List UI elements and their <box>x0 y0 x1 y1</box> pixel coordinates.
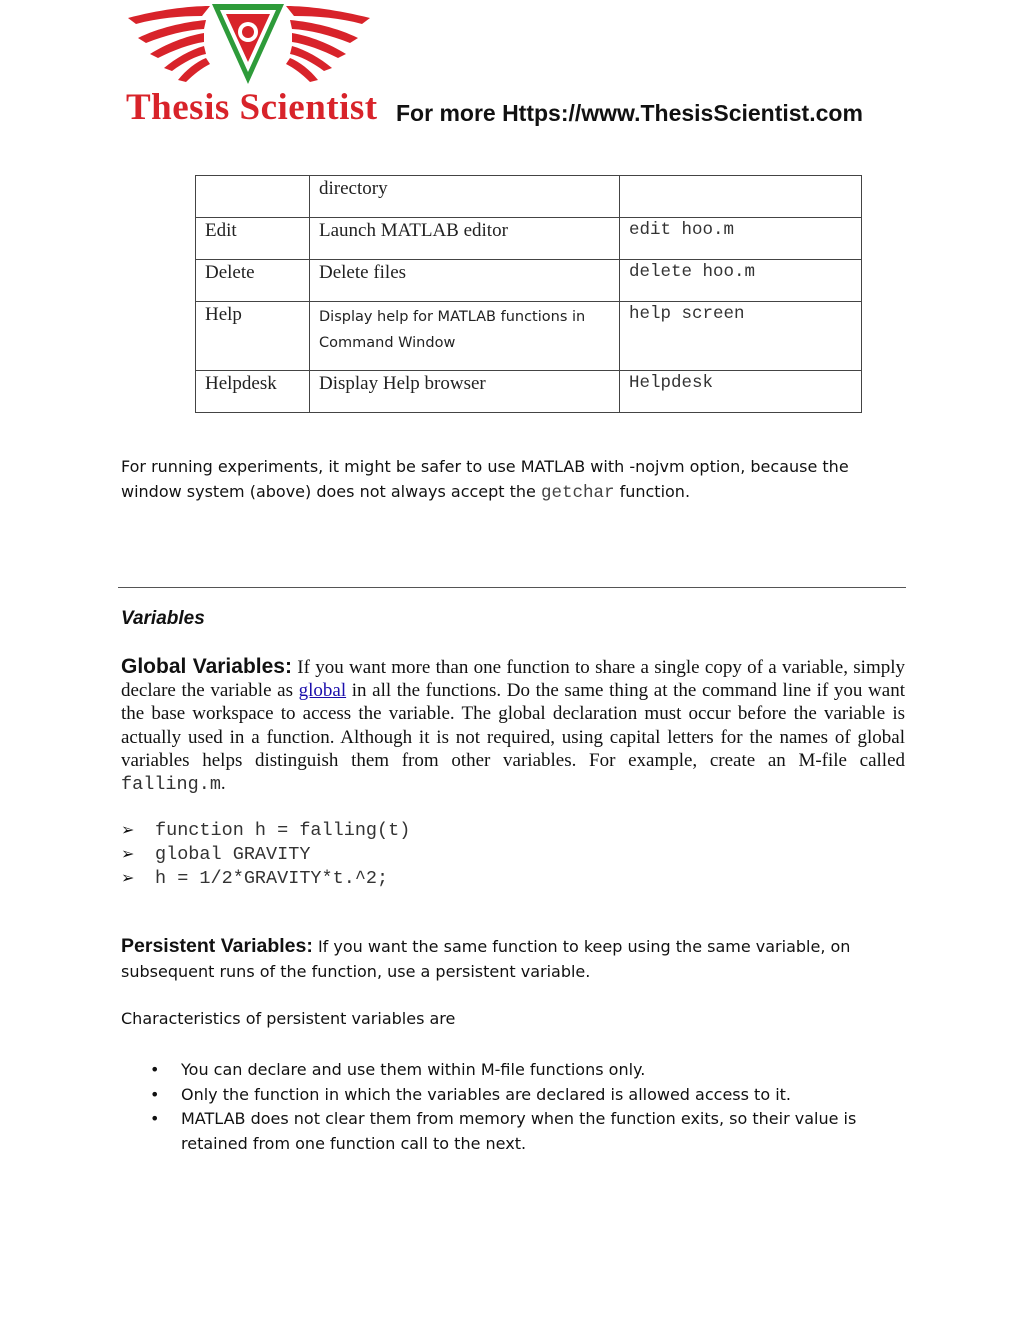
table-row <box>196 260 862 302</box>
example-cell: delete hoo.m <box>620 260 862 302</box>
characteristics-list <box>146 1058 906 1156</box>
table-row <box>196 176 862 218</box>
global-text-3: . <box>220 773 226 795</box>
global-link[interactable]: global <box>298 680 347 702</box>
brand-name: Thesis Scientist <box>126 87 378 128</box>
section-divider <box>118 587 906 588</box>
characteristics-intro: Characteristics of persistent variables are <box>121 1009 456 1028</box>
example-cell: help screen <box>620 302 862 371</box>
table-row <box>196 302 862 371</box>
bullet-icon: • <box>150 1084 160 1104</box>
section-title: Variables <box>121 608 205 629</box>
command-cell: Helpdesk <box>196 371 310 413</box>
command-cell: Delete <box>196 260 310 302</box>
global-variables-heading: Global Variables: <box>121 655 292 678</box>
global-text-2: in all the functions. Do the same thing at the command line if you want the base workspace to access the variable. The global declaration must occur before the variable is actually used in a function. Although it is not required, using capital letters for the names of global variables helps distinguish them from other variables. For example, create an M-file called <box>121 680 905 771</box>
running-note-end: function. <box>614 481 691 501</box>
global-variables-paragraph <box>121 655 905 796</box>
example-cell: Helpdesk <box>620 371 862 413</box>
falling-file-code: falling.m <box>121 774 221 796</box>
description-cell: Display help for MATLAB functions in Command Window <box>310 302 620 371</box>
bullet-icon: • <box>150 1109 160 1128</box>
list-item <box>146 1083 906 1108</box>
global-text-1: If you want more than one function to share a single copy of a variable, simply declare the variable as <box>121 657 905 702</box>
bullet-icon: • <box>150 1060 160 1079</box>
code-text: h = 1/2*GRAVITY*t.^2; <box>155 868 389 889</box>
commands-table <box>195 175 862 413</box>
code-line <box>121 820 410 844</box>
persistent-variables-heading: Persistent Variables: <box>121 935 313 957</box>
description-cell: directory <box>310 176 620 218</box>
list-item-text: MATLAB does not clear them from memory when the function exits, so their value is retained from one function call to the next. <box>181 1109 857 1153</box>
persistent-variables-paragraph <box>121 934 911 984</box>
description-cell: Launch MATLAB editor <box>310 218 620 260</box>
arrow-bullet-icon: ➢ <box>121 844 135 863</box>
code-text: function h = falling(t) <box>155 820 411 841</box>
table-row <box>196 218 862 260</box>
header-website-link[interactable]: For more Https://www.ThesisScientist.com <box>396 100 863 126</box>
example-cell <box>620 176 862 218</box>
getchar-code: getchar <box>540 482 615 503</box>
list-item-text: Only the function in which the variables are declared is allowed access to it. <box>181 1084 791 1104</box>
description-cell: Delete files <box>310 260 620 302</box>
code-line <box>121 868 410 892</box>
arrow-bullet-icon: ➢ <box>121 868 135 887</box>
code-line <box>121 844 410 868</box>
example-cell: edit hoo.m <box>620 218 862 260</box>
description-cell: Display Help browser <box>310 371 620 413</box>
code-list <box>121 820 410 892</box>
arrow-bullet-icon: ➢ <box>121 820 135 839</box>
list-item <box>146 1107 906 1156</box>
running-note <box>121 455 911 505</box>
command-cell: Help <box>196 302 310 371</box>
running-note-text: For running experiments, it might be safer to use MATLAB with -nojvm option, because the window system (above) does not always accept the <box>121 457 849 501</box>
command-cell <box>196 176 310 218</box>
persistent-text: If you want the same function to keep using the same variable, on subsequent runs of the function, use a persistent variable. <box>121 937 851 981</box>
code-text: global GRAVITY <box>155 844 311 865</box>
table-row <box>196 371 862 413</box>
list-item <box>146 1058 906 1083</box>
list-item-text: You can declare and use them within M-file functions only. <box>181 1060 646 1079</box>
command-cell: Edit <box>196 218 310 260</box>
